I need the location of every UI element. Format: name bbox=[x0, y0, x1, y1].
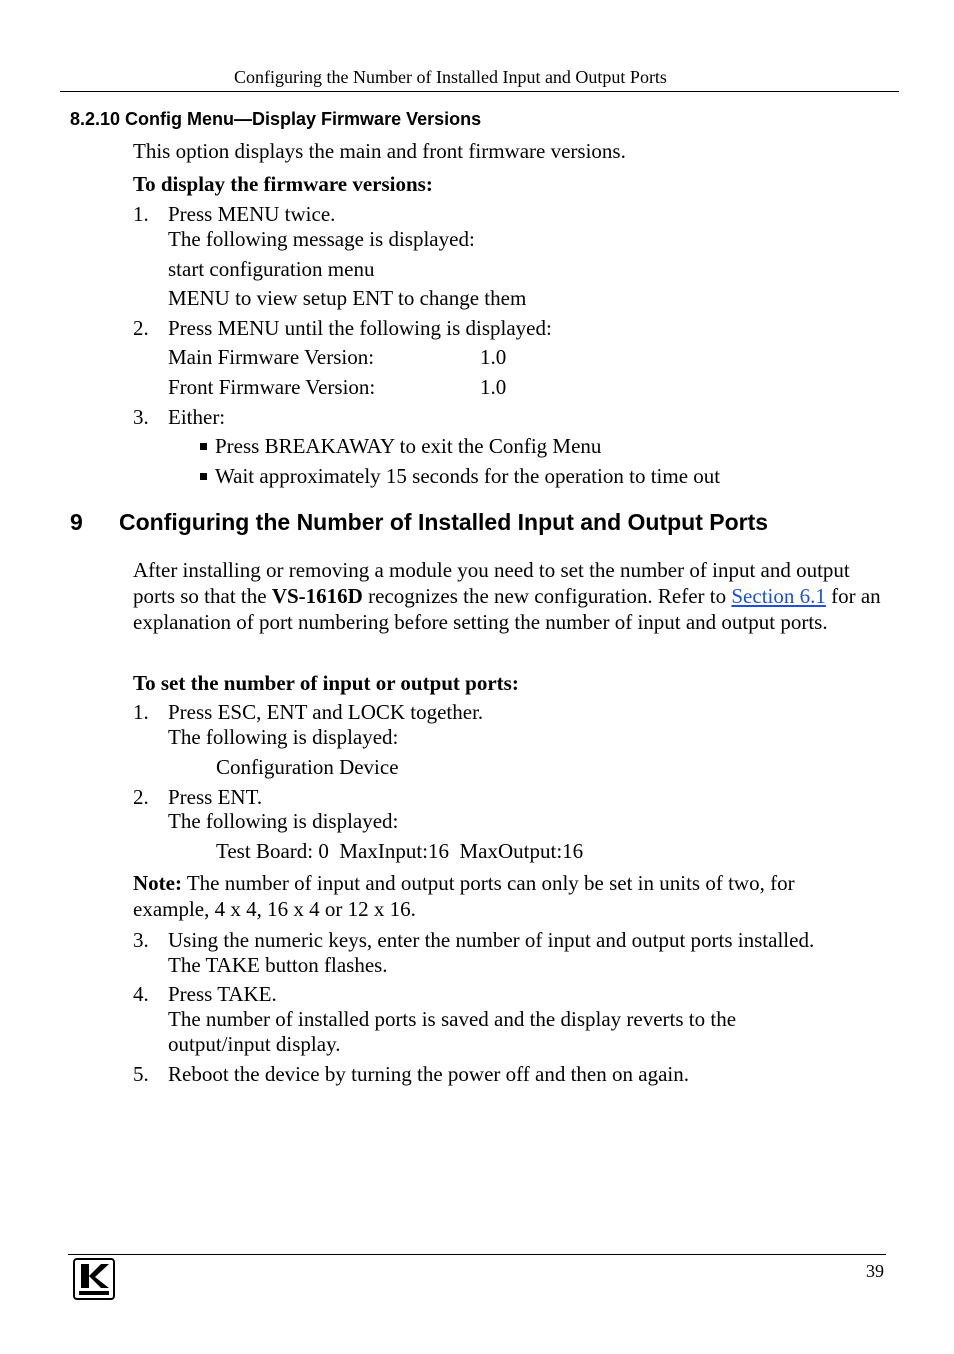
step-number: 3. bbox=[133, 928, 149, 952]
bullet-text: Wait approximately 15 seconds for the operation to time out bbox=[215, 464, 721, 488]
section-heading-9: Configuring the Number of Installed Input and Output Ports bbox=[119, 509, 769, 535]
intro-text: After installing or removing a module you need to set the number of input and output ports so that the bbox=[133, 558, 850, 608]
bullet-square-icon bbox=[200, 473, 207, 480]
section-heading-8-2-10: 8.2.10 Config Menu—Display Firmware Versions bbox=[70, 109, 482, 129]
bullet-text: Press BREAKAWAY to exit the Config Menu bbox=[215, 434, 602, 458]
step-text: Using the numeric keys, enter the number of input and output ports installed. bbox=[168, 928, 815, 952]
step-number: 3. bbox=[133, 405, 149, 429]
firmware-label: Main Firmware Version: bbox=[168, 345, 375, 369]
note-label: Note: bbox=[133, 871, 182, 895]
step-text: The following message is displayed: bbox=[168, 227, 475, 251]
step-text: The following is displayed: bbox=[168, 809, 399, 833]
step-text: Either: bbox=[168, 405, 226, 429]
display-message: MENU to view setup ENT to change them bbox=[168, 286, 527, 310]
step-number: 1. bbox=[133, 202, 149, 226]
section-intro-paragraph bbox=[133, 557, 895, 635]
step-text: Reboot the device by turning the power off and then on again. bbox=[168, 1062, 689, 1086]
step-text: Press MENU until the following is displayed: bbox=[168, 316, 552, 340]
kramer-logo-icon bbox=[73, 1258, 115, 1300]
bullet-item bbox=[200, 466, 720, 487]
step-number: 5. bbox=[133, 1062, 149, 1086]
product-name: VS-1616D bbox=[271, 584, 363, 608]
step-text: Press ESC, ENT and LOCK together. bbox=[168, 700, 484, 724]
step-number: 2. bbox=[133, 785, 149, 809]
procedure-title: To set the number of input or output ports: bbox=[133, 671, 519, 695]
step-text: Press ENT. bbox=[168, 785, 263, 809]
step-number: 1. bbox=[133, 700, 149, 724]
display-message: Configuration Device bbox=[216, 755, 399, 779]
intro-text: for an explanation of port numbering before setting the number of input and output ports. bbox=[133, 584, 881, 634]
firmware-value: 1.0 bbox=[480, 375, 507, 399]
footer-rule bbox=[68, 1254, 886, 1255]
section-link[interactable]: Section 6.1 bbox=[731, 584, 826, 608]
note-paragraph bbox=[133, 870, 873, 922]
intro-text: recognizes the new configuration. Refer to bbox=[362, 584, 732, 608]
procedure-title: To display the firmware versions: bbox=[133, 172, 433, 196]
display-message: start configuration menu bbox=[168, 257, 375, 281]
running-header: Configuring the Number of Installed Input and Output Ports bbox=[234, 67, 667, 87]
step-text: Press TAKE. bbox=[168, 982, 277, 1006]
page-number: 39 bbox=[866, 1261, 884, 1281]
step-number: 4. bbox=[133, 982, 149, 1006]
note-text: The number of input and output ports can only be set in units of two, for example, 4 x 4, 16 x 4 or 12 x 16. bbox=[133, 871, 795, 921]
step-text: The number of installed ports is saved and the display reverts to the bbox=[168, 1007, 737, 1031]
bullet-square-icon bbox=[200, 443, 207, 450]
section-intro: This option displays the main and front firmware versions. bbox=[133, 139, 626, 163]
firmware-value: 1.0 bbox=[480, 345, 507, 369]
firmware-label: Front Firmware Version: bbox=[168, 375, 376, 399]
step-text: Press MENU twice. bbox=[168, 202, 336, 226]
step-text: The following is displayed: bbox=[168, 725, 399, 749]
step-text: The TAKE button flashes. bbox=[168, 953, 388, 977]
step-number: 2. bbox=[133, 316, 149, 340]
section-number: 9 bbox=[70, 509, 83, 535]
display-message: Test Board: 0 MaxInput:16 MaxOutput:16 bbox=[216, 839, 584, 863]
header-rule bbox=[60, 91, 899, 92]
step-text: output/input display. bbox=[168, 1032, 341, 1056]
bullet-item bbox=[200, 436, 601, 457]
